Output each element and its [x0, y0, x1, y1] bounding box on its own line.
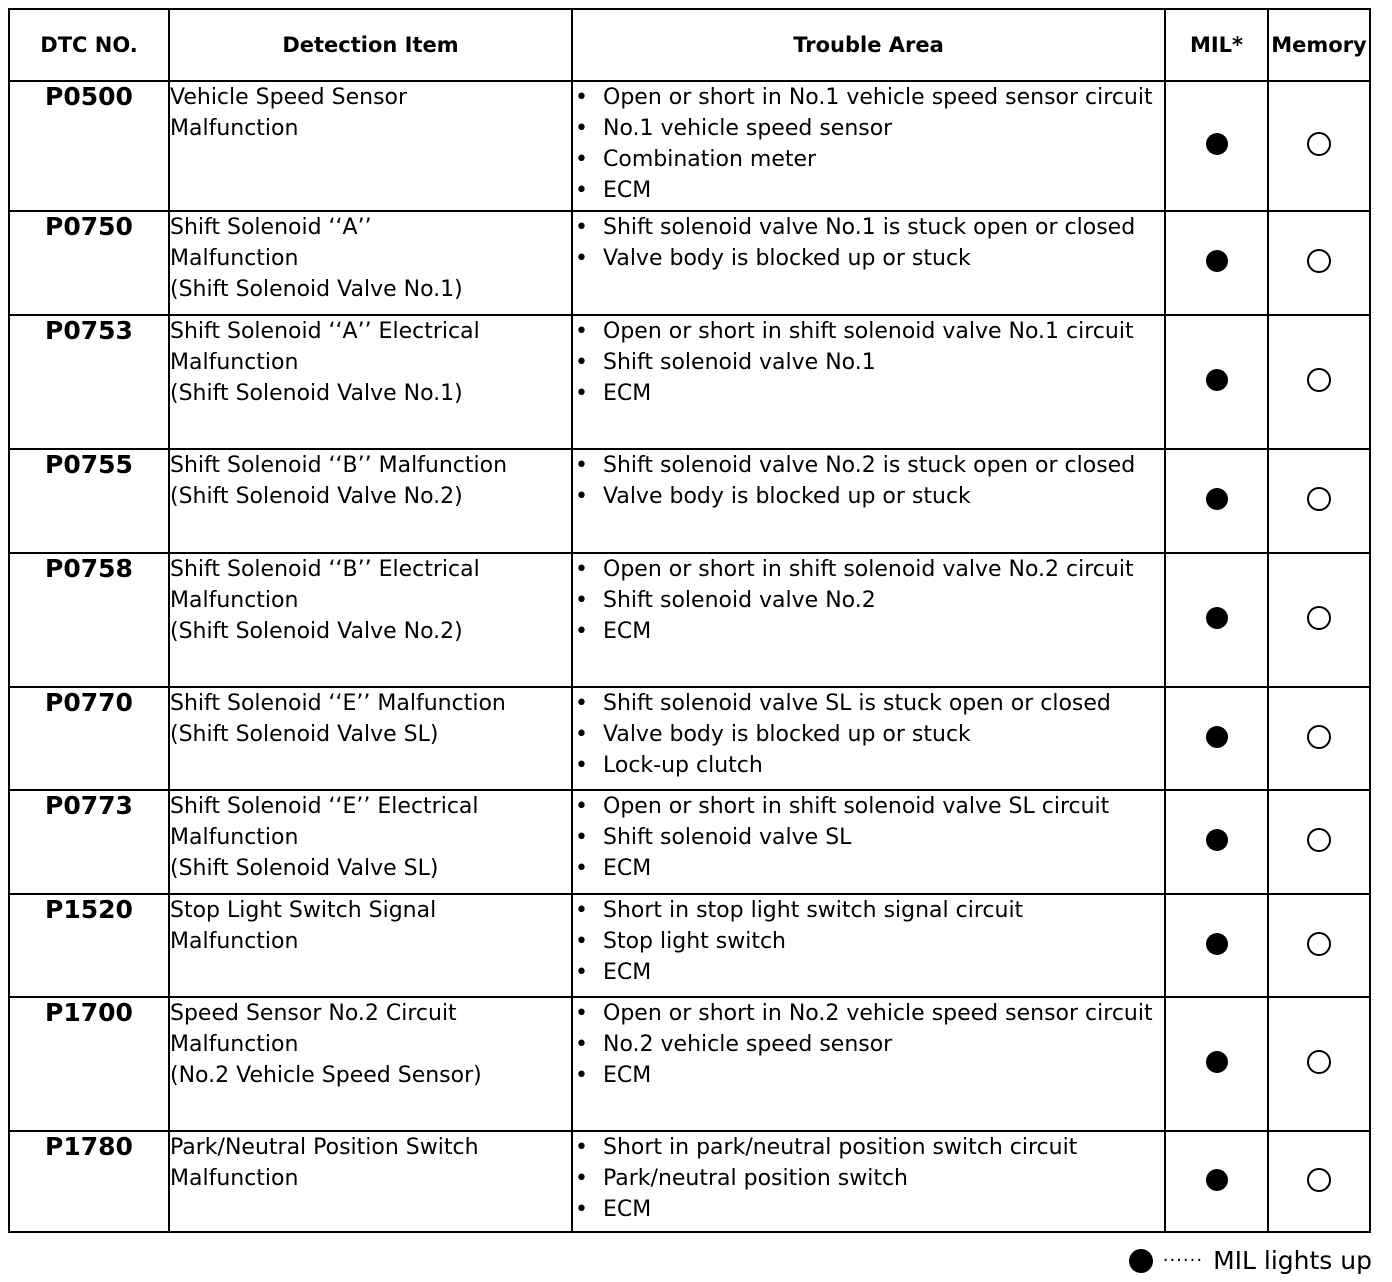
bullet-icon: • — [575, 794, 588, 819]
trouble-area-text: Lock-up clutch — [603, 753, 763, 778]
trouble-area-list — [573, 212, 1164, 274]
detection-item: Shift Solenoid ‘‘E’’ Electrical Malfunction (Shift Solenoid Valve SL) — [169, 790, 572, 894]
bullet-icon: • — [575, 116, 588, 141]
mil-cell — [1165, 211, 1268, 315]
dtc-code: P0770 — [9, 687, 169, 790]
table-row — [9, 449, 1370, 553]
list-item — [573, 316, 1164, 347]
detection-item: Shift Solenoid ‘‘A’’ Malfunction (Shift Solenoid Valve No.1) — [169, 211, 572, 315]
bullet-icon: • — [575, 722, 588, 747]
bullet-icon: • — [575, 215, 588, 240]
trouble-area-text: Open or short in No.1 vehicle speed sensor circuit — [603, 85, 1153, 110]
trouble-area-list — [573, 895, 1164, 988]
open-circle-icon — [1307, 368, 1331, 392]
memory-cell — [1268, 211, 1370, 315]
trouble-area-text: Shift solenoid valve SL — [603, 825, 852, 850]
trouble-area-list — [573, 688, 1164, 781]
trouble-area-text: Combination meter — [603, 147, 817, 172]
legend — [1129, 1246, 1372, 1275]
filled-circle-icon — [1206, 607, 1228, 629]
mil-filled-circle-icon — [1129, 1249, 1153, 1273]
mil-cell — [1165, 553, 1268, 687]
open-circle-icon — [1307, 249, 1331, 273]
header-detection-item: Detection Item — [169, 9, 572, 81]
list-item — [573, 1132, 1164, 1163]
filled-circle-icon — [1206, 1051, 1228, 1073]
trouble-area-text: ECM — [603, 619, 652, 644]
list-item — [573, 719, 1164, 750]
bullet-icon: • — [575, 825, 588, 850]
trouble-area-list — [573, 554, 1164, 647]
mil-cell — [1165, 894, 1268, 997]
mil-cell — [1165, 81, 1268, 211]
list-item — [573, 750, 1164, 781]
list-item — [573, 853, 1164, 884]
table-row — [9, 211, 1370, 315]
list-item — [573, 585, 1164, 616]
detection-item: Shift Solenoid ‘‘E’’ Malfunction (Shift Solenoid Valve SL) — [169, 687, 572, 790]
memory-cell — [1268, 315, 1370, 449]
dtc-code: P0755 — [9, 449, 169, 553]
header-mil: MIL* — [1165, 9, 1268, 81]
list-item — [573, 895, 1164, 926]
bullet-icon: • — [575, 1032, 588, 1057]
trouble-area-text: ECM — [603, 1197, 652, 1222]
dtc-code: P1780 — [9, 1131, 169, 1232]
memory-cell — [1268, 81, 1370, 211]
bullet-icon: • — [575, 588, 588, 613]
table-row — [9, 687, 1370, 790]
list-item — [573, 926, 1164, 957]
filled-circle-icon — [1206, 829, 1228, 851]
memory-cell — [1268, 997, 1370, 1131]
bullet-icon: • — [575, 453, 588, 478]
table-row — [9, 790, 1370, 894]
bullet-icon: • — [575, 619, 588, 644]
filled-circle-icon — [1206, 369, 1228, 391]
header-dtc-no: DTC NO. — [9, 9, 169, 81]
trouble-area — [572, 997, 1165, 1131]
bullet-icon: • — [575, 1197, 588, 1222]
mil-cell — [1165, 997, 1268, 1131]
table-row — [9, 81, 1370, 211]
open-circle-icon — [1307, 1168, 1331, 1192]
trouble-area-text: No.1 vehicle speed sensor — [603, 116, 893, 141]
trouble-area-list — [573, 1132, 1164, 1225]
bullet-icon: • — [575, 85, 588, 110]
list-item — [573, 688, 1164, 719]
trouble-area — [572, 211, 1165, 315]
bullet-icon: • — [575, 691, 588, 716]
open-circle-icon — [1307, 932, 1331, 956]
list-item — [573, 998, 1164, 1029]
bullet-icon: • — [575, 319, 588, 344]
trouble-area — [572, 553, 1165, 687]
list-item — [573, 1163, 1164, 1194]
table-row — [9, 315, 1370, 449]
mil-cell — [1165, 790, 1268, 894]
open-circle-icon — [1307, 828, 1331, 852]
header-trouble-area: Trouble Area — [572, 9, 1165, 81]
dtc-code: P1520 — [9, 894, 169, 997]
dtc-code: P1700 — [9, 997, 169, 1131]
trouble-area-text: ECM — [603, 178, 652, 203]
table-row — [9, 553, 1370, 687]
list-item — [573, 450, 1164, 481]
mil-cell — [1165, 1131, 1268, 1232]
list-item — [573, 212, 1164, 243]
trouble-area — [572, 687, 1165, 790]
trouble-area-text: Open or short in shift solenoid valve No.2 circuit — [603, 557, 1134, 582]
dtc-code: P0773 — [9, 790, 169, 894]
trouble-area — [572, 449, 1165, 553]
detection-item: Park/Neutral Position Switch Malfunction — [169, 1131, 572, 1232]
open-circle-icon — [1307, 725, 1331, 749]
memory-cell — [1268, 790, 1370, 894]
trouble-area-text: Valve body is blocked up or stuck — [603, 722, 971, 747]
list-item — [573, 378, 1164, 409]
trouble-area-text: Open or short in shift solenoid valve No.1 circuit — [603, 319, 1134, 344]
detection-item: Stop Light Switch Signal Malfunction — [169, 894, 572, 997]
trouble-area-text: Shift solenoid valve SL is stuck open or closed — [603, 691, 1111, 716]
list-item — [573, 113, 1164, 144]
trouble-area-list — [573, 450, 1164, 512]
trouble-area-text: Shift solenoid valve No.2 is stuck open or closed — [603, 453, 1136, 478]
trouble-area-list — [573, 998, 1164, 1091]
filled-circle-icon — [1206, 933, 1228, 955]
list-item — [573, 144, 1164, 175]
trouble-area — [572, 315, 1165, 449]
list-item — [573, 616, 1164, 647]
bullet-icon: • — [575, 381, 588, 406]
memory-cell — [1268, 1131, 1370, 1232]
open-circle-icon — [1307, 606, 1331, 630]
open-circle-icon — [1307, 1050, 1331, 1074]
bullet-icon: • — [575, 1063, 588, 1088]
list-item — [573, 175, 1164, 206]
trouble-area-text: ECM — [603, 1063, 652, 1088]
detection-item: Shift Solenoid ‘‘B’’ Electrical Malfunction (Shift Solenoid Valve No.2) — [169, 553, 572, 687]
table-row — [9, 997, 1370, 1131]
bullet-icon: • — [575, 1001, 588, 1026]
table-row — [9, 894, 1370, 997]
trouble-area-text: Shift solenoid valve No.2 — [603, 588, 876, 613]
header-memory: Memory — [1268, 9, 1370, 81]
bullet-icon: • — [575, 856, 588, 881]
bullet-icon: • — [575, 484, 588, 509]
list-item — [573, 1194, 1164, 1225]
dtc-code: P0750 — [9, 211, 169, 315]
list-item — [573, 82, 1164, 113]
dtc-code: P0753 — [9, 315, 169, 449]
list-item — [573, 481, 1164, 512]
bullet-icon: • — [575, 753, 588, 778]
list-item — [573, 1029, 1164, 1060]
bullet-icon: • — [575, 350, 588, 375]
trouble-area-text: Stop light switch — [603, 929, 786, 954]
trouble-area-text: ECM — [603, 960, 652, 985]
trouble-area-list — [573, 791, 1164, 884]
trouble-area-text: No.2 vehicle speed sensor — [603, 1032, 893, 1057]
mil-cell — [1165, 449, 1268, 553]
bullet-icon: • — [575, 147, 588, 172]
table-header-row — [9, 9, 1370, 81]
open-circle-icon — [1307, 487, 1331, 511]
detection-item: Shift Solenoid ‘‘B’’ Malfunction (Shift Solenoid Valve No.2) — [169, 449, 572, 553]
bullet-icon: • — [575, 960, 588, 985]
trouble-area-text: Shift solenoid valve No.1 is stuck open or closed — [603, 215, 1136, 240]
trouble-area-text: ECM — [603, 381, 652, 406]
trouble-area-text: Park/neutral position switch — [603, 1166, 909, 1191]
filled-circle-icon — [1206, 250, 1228, 272]
filled-circle-icon — [1206, 1169, 1228, 1191]
list-item — [573, 243, 1164, 274]
list-item — [573, 347, 1164, 378]
dtc-code: P0758 — [9, 553, 169, 687]
filled-circle-icon — [1206, 133, 1228, 155]
trouble-area-list — [573, 82, 1164, 206]
memory-cell — [1268, 687, 1370, 790]
bullet-icon: • — [575, 246, 588, 271]
bullet-icon: • — [575, 1135, 588, 1160]
memory-cell — [1268, 894, 1370, 997]
trouble-area-text: Shift solenoid valve No.1 — [603, 350, 876, 375]
legend-leader-dots: ······ — [1162, 1250, 1204, 1271]
bullet-icon: • — [575, 898, 588, 923]
detection-item: Vehicle Speed Sensor Malfunction — [169, 81, 572, 211]
dtc-code: P0500 — [9, 81, 169, 211]
list-item — [573, 554, 1164, 585]
trouble-area-list — [573, 316, 1164, 409]
trouble-area — [572, 1131, 1165, 1232]
list-item — [573, 1060, 1164, 1091]
trouble-area-text: Valve body is blocked up or stuck — [603, 484, 971, 509]
dtc-table — [8, 8, 1371, 1233]
mil-cell — [1165, 315, 1268, 449]
trouble-area-text: Valve body is blocked up or stuck — [603, 246, 971, 271]
bullet-icon: • — [575, 929, 588, 954]
trouble-area — [572, 81, 1165, 211]
trouble-area-text: Short in park/neutral position switch circuit — [603, 1135, 1078, 1160]
list-item — [573, 822, 1164, 853]
detection-item: Shift Solenoid ‘‘A’’ Electrical Malfunction (Shift Solenoid Valve No.1) — [169, 315, 572, 449]
memory-cell — [1268, 553, 1370, 687]
memory-cell — [1268, 449, 1370, 553]
open-circle-icon — [1307, 132, 1331, 156]
bullet-icon: • — [575, 1166, 588, 1191]
table-body — [9, 81, 1370, 1232]
filled-circle-icon — [1206, 726, 1228, 748]
bullet-icon: • — [575, 557, 588, 582]
legend-text: MIL lights up — [1213, 1246, 1372, 1275]
trouble-area-text: ECM — [603, 856, 652, 881]
trouble-area-text: Open or short in shift solenoid valve SL circuit — [603, 794, 1110, 819]
trouble-area-text: Short in stop light switch signal circuit — [603, 898, 1024, 923]
mil-cell — [1165, 687, 1268, 790]
trouble-area-text: Open or short in No.2 vehicle speed sensor circuit — [603, 1001, 1153, 1026]
trouble-area — [572, 894, 1165, 997]
detection-item: Speed Sensor No.2 Circuit Malfunction (No.2 Vehicle Speed Sensor) — [169, 997, 572, 1131]
trouble-area — [572, 790, 1165, 894]
list-item — [573, 957, 1164, 988]
bullet-icon: • — [575, 178, 588, 203]
filled-circle-icon — [1206, 488, 1228, 510]
list-item — [573, 791, 1164, 822]
table-row — [9, 1131, 1370, 1232]
